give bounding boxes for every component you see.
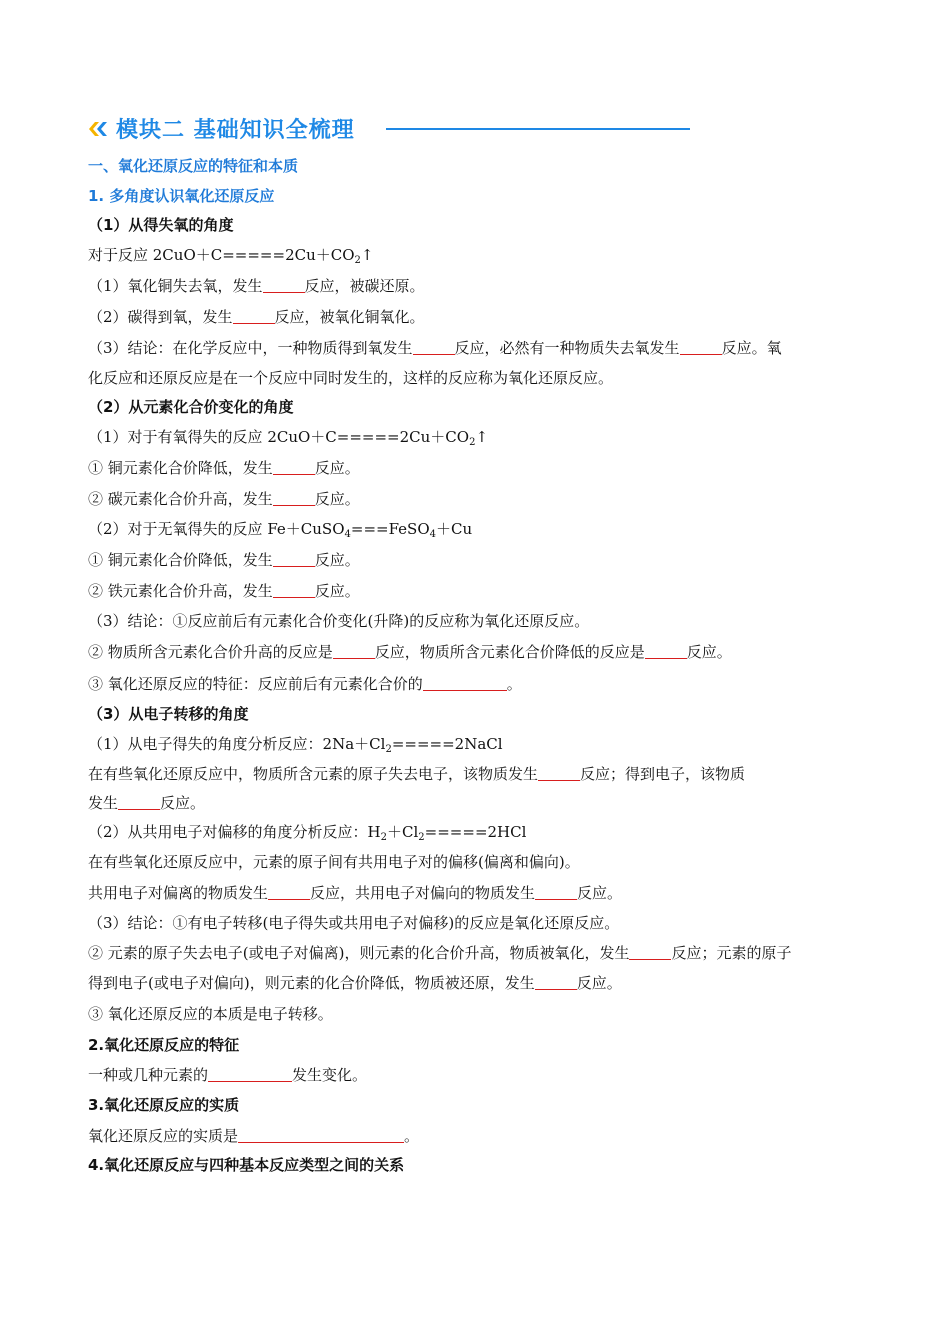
answer-blank[interactable] xyxy=(208,1066,292,1082)
fill-in-line: 发生 反应。 xyxy=(88,794,206,812)
part-heading: （1）从得失氧的角度 xyxy=(88,216,234,234)
fill-in-line: ③ 氧化还原反应的特征：反应前后有元素化合价的 。 xyxy=(88,675,522,693)
fill-in-line: （1）氧化铜失去氧，发生 反应，被碳还原。 xyxy=(88,277,425,295)
module-header xyxy=(88,112,698,146)
double-chevron-icon xyxy=(88,119,112,139)
fill-in-line: 一种或几种元素的 发生变化。 xyxy=(88,1066,368,1084)
fill-in-line: 在有些氧化还原反应中，物质所含元素的原子失去电子，该物质发生 反应；得到电子，该物质 xyxy=(88,765,746,783)
module-title-rule xyxy=(386,128,690,130)
answer-blank[interactable] xyxy=(273,490,315,506)
part-heading: （3）从电子转移的角度 xyxy=(88,705,249,723)
fill-in-line: 氧化还原反应的实质是 。 xyxy=(88,1127,420,1145)
part-heading: （2）从元素化合价变化的角度 xyxy=(88,398,294,416)
subsection-heading: 4.氧化还原反应与四种基本反应类型之间的关系 xyxy=(88,1156,405,1174)
answer-blank[interactable] xyxy=(413,339,455,355)
subsection-heading: 3.氧化还原反应的实质 xyxy=(88,1096,240,1114)
reaction-line: 对于反应 $2CuO+C=====2Cu+CO_2↑$ xyxy=(88,246,374,266)
text-line: 化反应和还原反应是在一个反应中同时发生的，这样的反应称为氧化还原反应。 xyxy=(88,369,614,387)
subsection-heading: 2.氧化还原反应的特征 xyxy=(88,1036,240,1054)
text-line: （3）结论：①反应前后有元素化合价变化(升降)的反应称为氧化还原反应。 xyxy=(88,612,590,630)
answer-blank[interactable] xyxy=(535,884,577,900)
fill-in-line: ② 铁元素化合价升高，发生 反应。 xyxy=(88,582,360,600)
answer-blank[interactable] xyxy=(333,643,375,659)
answer-blank[interactable] xyxy=(538,765,580,781)
fill-in-line: ② 碳元素化合价升高，发生 反应。 xyxy=(88,490,360,508)
fill-in-line: 共用电子对偏离的物质发生 反应，共用电子对偏向的物质发生 反应。 xyxy=(88,884,623,902)
fill-in-line: ② 元素的原子失去电子(或电子对偏离)，则元素的化合价升高，物质被氧化，发生 反应；元素的原子 xyxy=(88,944,792,962)
answer-blank[interactable] xyxy=(233,308,275,324)
fill-in-line: ① 铜元素化合价降低，发生 反应。 xyxy=(88,459,360,477)
answer-blank[interactable] xyxy=(680,339,722,355)
section-heading: 一、氧化还原反应的特征和本质 xyxy=(88,157,299,175)
fill-in-line: ② 物质所含元素化合价升高的反应是 反应，物质所含元素化合价降低的反应是 反应。 xyxy=(88,643,732,661)
answer-blank[interactable] xyxy=(535,974,577,990)
text-line: ③ 氧化还原反应的本质是电子转移。 xyxy=(88,1005,333,1023)
answer-blank[interactable] xyxy=(268,884,310,900)
reaction-line: （1）对于有氧得失的反应 $2CuO+C=====2Cu+CO_2↑$ xyxy=(88,428,489,448)
reaction-line: （2）对于无氧得失的反应 Fe＋CuSO$_4$===FeSO$_4$＋Cu xyxy=(88,520,473,540)
answer-blank[interactable] xyxy=(273,551,315,567)
fill-in-line: （2）碳得到氧，发生 反应，被氧化铜氧化。 xyxy=(88,308,425,326)
fill-in-line: （3）结论：在化学反应中，一种物质得到氧发生 反应，必然有一种物质失去氧发生 反应。氧 xyxy=(88,339,782,357)
answer-blank[interactable] xyxy=(629,944,671,960)
answer-blank[interactable] xyxy=(273,459,315,475)
reaction-line: （2）从共用电子对偏移的角度分析反应：$H_2+Cl_2=====2HCl$ xyxy=(88,823,527,843)
fill-in-line: 得到电子(或电子对偏向)，则元素的化合价降低，物质被还原，发生 反应。 xyxy=(88,974,622,992)
answer-blank[interactable] xyxy=(118,794,160,810)
text-line: 在有些氧化还原反应中，元素的原子间有共用电子对的偏移(偏离和偏向)。 xyxy=(88,853,580,871)
answer-blank[interactable] xyxy=(238,1127,404,1143)
answer-blank[interactable] xyxy=(263,277,305,293)
fill-in-line: ① 铜元素化合价降低，发生 反应。 xyxy=(88,551,360,569)
module-title: 模块二 基础知识全梳理 xyxy=(116,118,355,143)
answer-blank[interactable] xyxy=(423,675,507,691)
answer-blank[interactable] xyxy=(273,582,315,598)
text-line: （3）结论：①有电子转移(电子得失或共用电子对偏移)的反应是氧化还原反应。 xyxy=(88,914,620,932)
reaction-line: （1）从电子得失的角度分析反应：$2Na+Cl_2=====2NaCl$ xyxy=(88,735,503,755)
subsection-heading: 1. 多角度认识氧化还原反应 xyxy=(88,187,275,205)
answer-blank[interactable] xyxy=(645,643,687,659)
